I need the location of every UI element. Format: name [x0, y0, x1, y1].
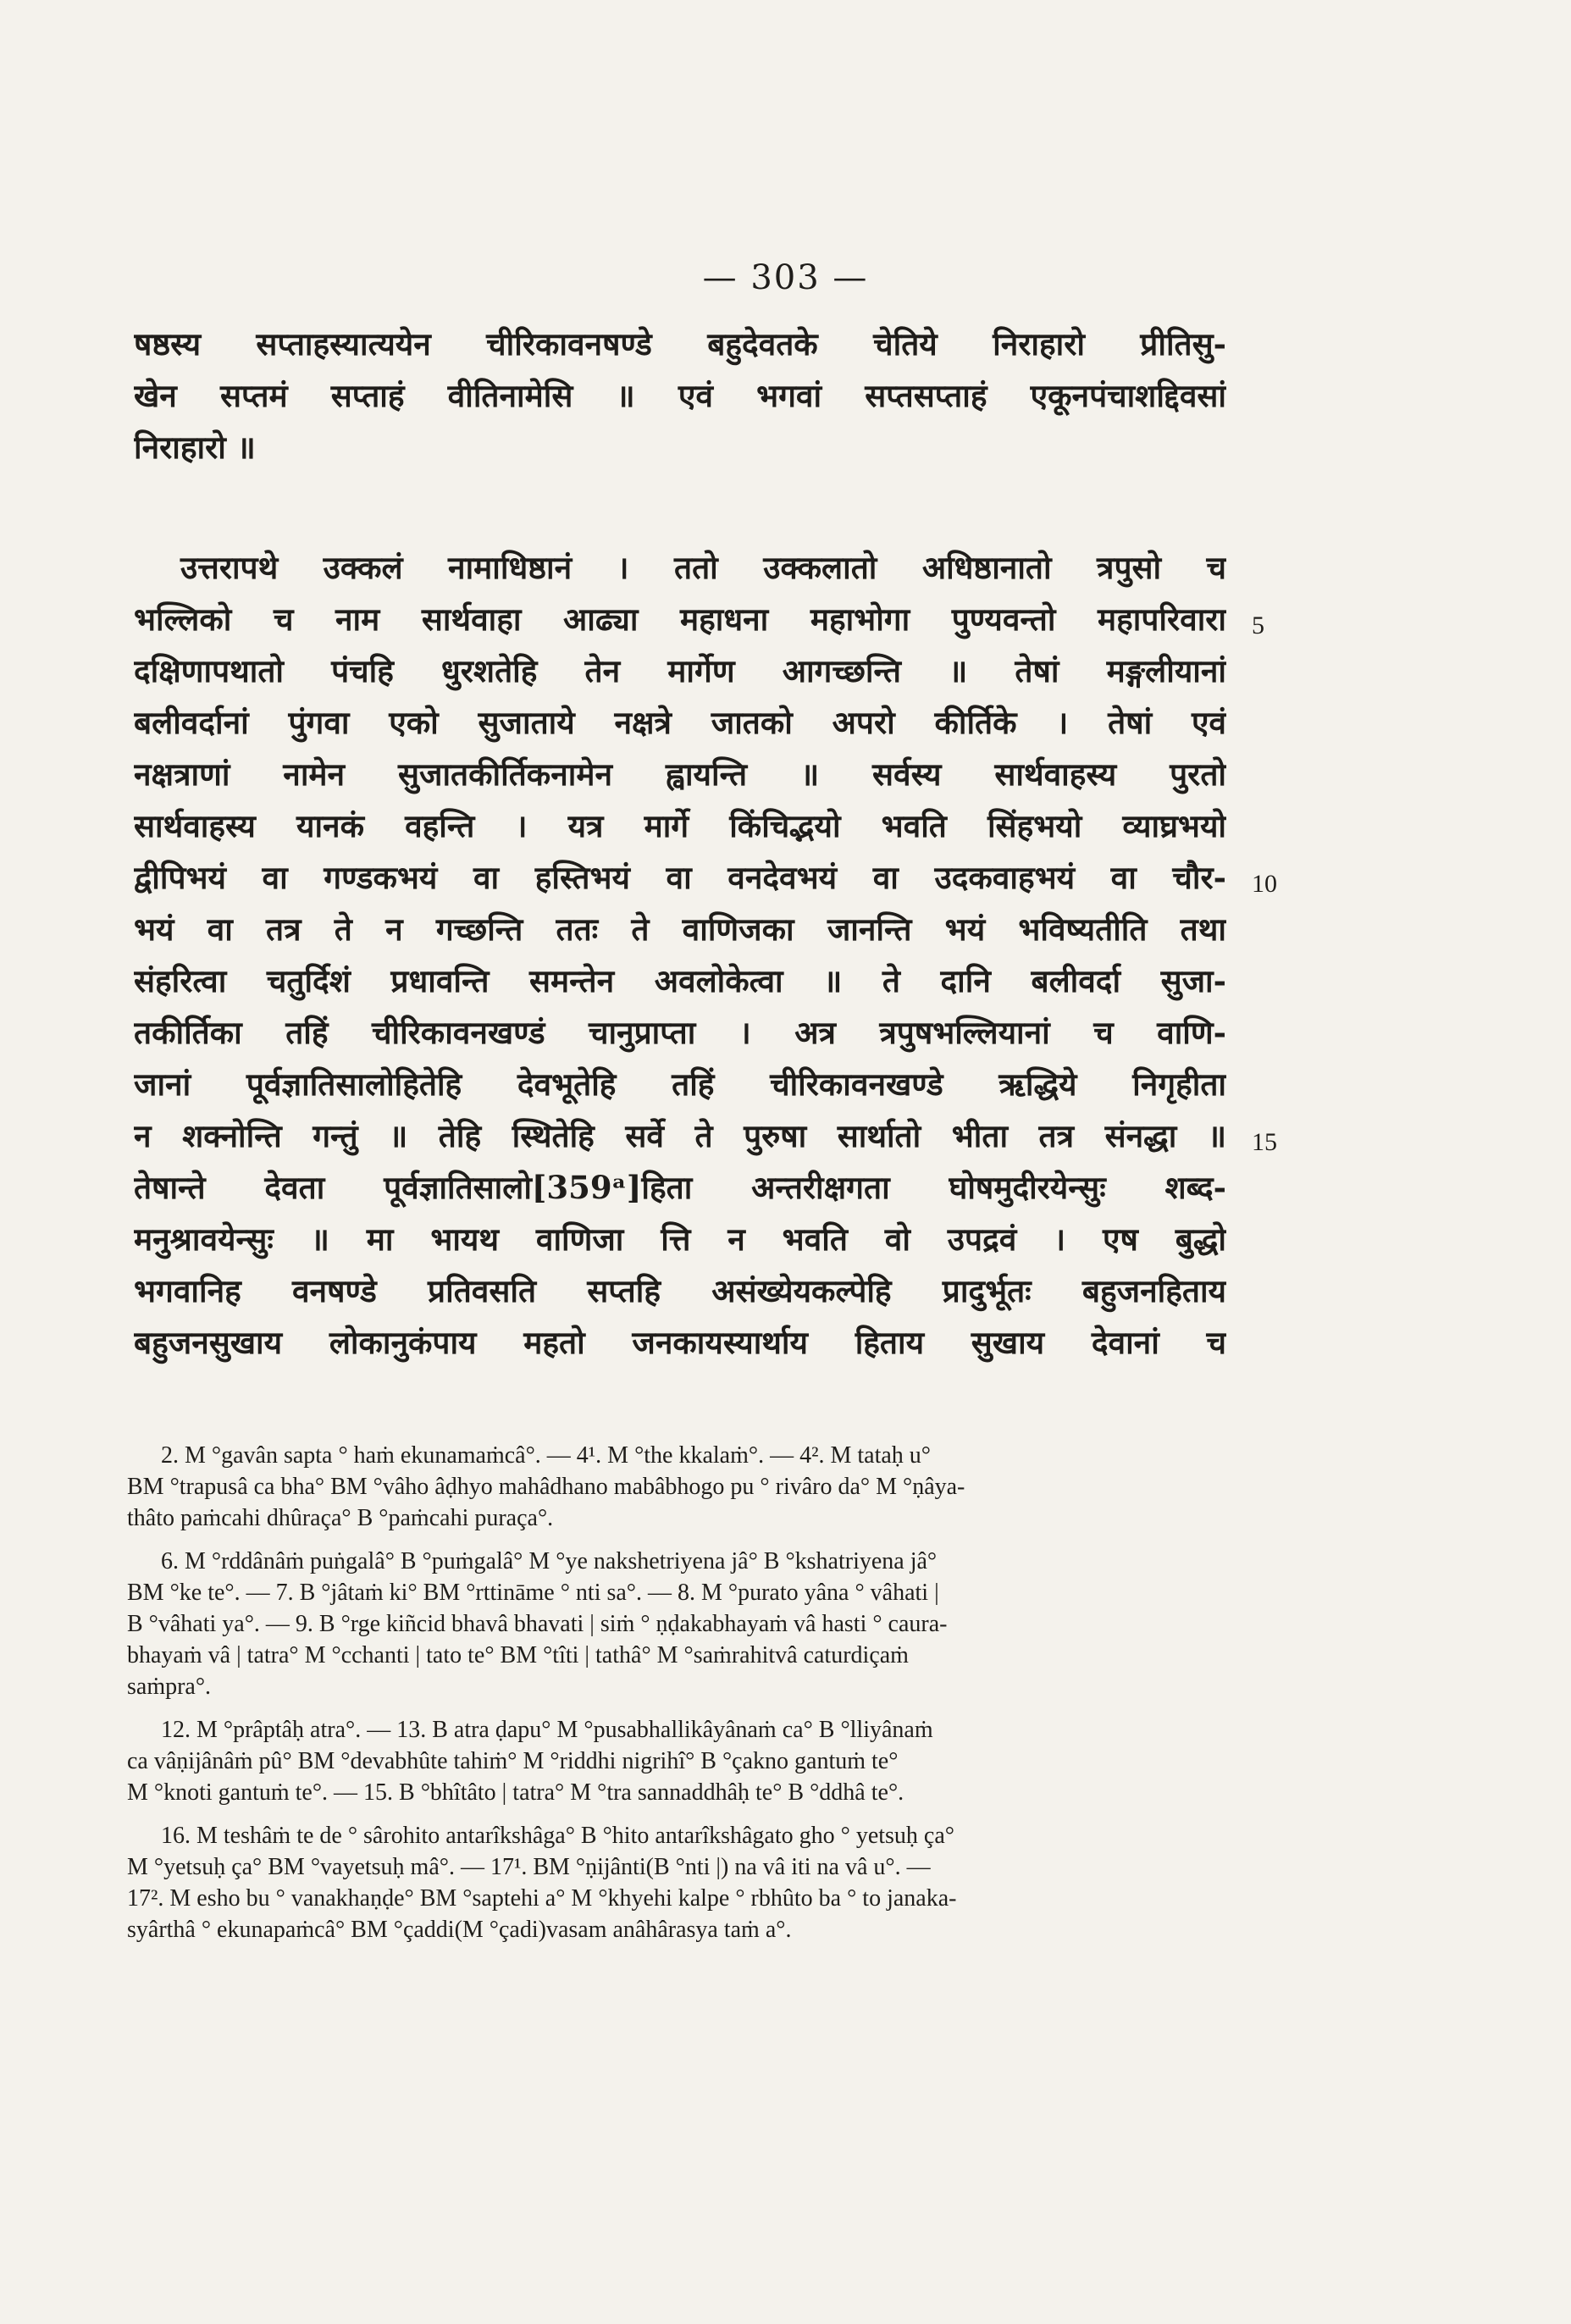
text-line: भयं वा तत्र ते न गच्छन्ति ततः ते वाणिजका जानन्ति भयं भविष्यतीति तथा — [134, 910, 1226, 948]
line-number-15: 15 — [1252, 1128, 1277, 1156]
first-paragraph — [134, 318, 1226, 473]
line-number-10: 10 — [1252, 870, 1277, 898]
footnote-line: M °yetsuḥ ça° BM °vayetsuḥ mâ°. — 17¹. BM °ṇijânti(B °nti |) na vâ iti na vâ u°. — — [127, 1854, 931, 1880]
text-line: द्वीपिभयं वा गण्डकभयं वा हस्तिभयं वा वनदेवभयं वा उदकवाहभयं वा चौर- — [134, 859, 1226, 896]
page-number: — 303 — — [702, 258, 869, 297]
footnote-line: thâto paṁcahi dhûraça° B °paṁcahi puraça°. — [127, 1505, 554, 1531]
footnote-line: syârthâ ° ekunapaṁcâ° BM °çaddi(M °çadi)vasam anâhârasya taṁ a°. — [127, 1917, 792, 1943]
footnote-line: ca vâṇijânâṁ pû° BM °devabhûte tahiṁ° M °riddhi nigrihî° B °çakno gantuṁ te° — [127, 1748, 899, 1774]
text-line: भगवानिह वनषण्डे प्रतिवसति सप्तहि असंख्येयकल्पेहि प्रादुर्भूतः बहुजनहिताय — [134, 1272, 1226, 1309]
text-line: नक्षत्राणां नामेन सुजातकीर्तिकनामेन ह्वायन्ति ॥ सर्वस्य सार्थवाहस्य पुरतो — [134, 755, 1226, 793]
text-line: बलीवर्दानां पुंगवा एको सुजाताये नक्षत्रे जातको अपरो कीर्तिके । तेषां एवं — [134, 704, 1226, 741]
footnote-line: BM °ke te°. — 7. B °jâtaṁ ki° BM °rttināme ° nti sa°. — 8. M °purato yâna ° vâhati | — [127, 1580, 939, 1606]
footnote-line: BM °trapusâ ca bha° BM °vâho âḍhyo mahâdhano mabâbhogo pu ° rivâro da° M °ṇâya- — [127, 1474, 965, 1500]
text-line: तकीर्तिका तहिं चीरिकावनखण्डं चानुप्राप्ता । अत्र त्रपुषभल्लियानां च वाणि- — [134, 1014, 1226, 1051]
text-line: षष्ठस्य सप्ताहस्यात्ययेन चीरिकावनषण्डे बहुदेवतके चेतिये निराहारो प्रीतिसु- — [134, 325, 1226, 362]
text-line: उत्तरापथे उक्कलं नामाधिष्ठानं । ततो उक्कलातो अधिष्ठानातो त्रपुसो च — [180, 549, 1226, 586]
footnote-line: B °vâhati ya°. — 9. B °rge kiñcid bhavâ bhavati | siṁ ° ṇḍakabhayaṁ vâ hasti ° caura- — [127, 1611, 948, 1637]
text-line: जानां पूर्वज्ञातिसालोहितेहि देवभूतेहि तहिं चीरिकावनखण्डे ऋद्धिये निगृहीता — [134, 1065, 1226, 1103]
footnote-line: 2. M °gavân sapta ° haṁ ekunamaṁcâ°. — 4¹. M °the kkalaṁ°. — 4². M tataḥ u° — [161, 1442, 931, 1469]
footnote-line: 16. M teshâṁ te de ° sârohito antarîkshâga° B °hito antarîkshâgato gho ° yetsuḥ ça° — [161, 1823, 954, 1849]
footnote-line: saṁpra°. — [127, 1674, 212, 1700]
text-line: बहुजनसुखाय लोकानुकंपाय महतो जनकायस्यार्थाय हिताय सुखाय देवानां च — [134, 1324, 1226, 1361]
text-line: तेषान्ते देवता पूर्वज्ञातिसालो[359ᵃ]हिता अन्तरीक्षगता घोषमुदीरयेन्सुः शब्द- — [134, 1169, 1226, 1206]
text-line: संहरित्वा चतुर्दिशं प्रधावन्ति समन्तेन अवलोकेत्वा ॥ ते दानि बलीवर्दा सुजा- — [134, 962, 1226, 999]
footnote-line: 17². M esho bu ° vanakhaṇḍe° BM °saptehi a° M °khyehi kalpe ° rbhûto ba ° to janaka- — [127, 1885, 957, 1912]
text-line: निराहारो ॥ — [134, 429, 256, 466]
text-line: खेन सप्तमं सप्ताहं वीतिनामेसि ॥ एवं भगवां सप्तसप्ताहं एकूनपंचाशद्दिवसां — [134, 377, 1226, 414]
footnote-line: M °knoti gantuṁ te°. — 15. B °bhîtâto | tatra° M °tra sannaddhâḥ te° B °ddhâ te°. — [127, 1779, 904, 1806]
second-paragraph — [134, 542, 1226, 1369]
text-line: दक्षिणापथातो पंचहि धुरशतेहि तेन मार्गेण आगच्छन्ति ॥ तेषां मङ्गलीयानां — [134, 652, 1226, 689]
footnotes — [127, 1440, 1236, 1945]
text-line: मनुश्रावयेन्सुः ॥ मा भायथ वाणिजा त्ति न भवति वो उपद्रवं । एष बुद्धो — [134, 1220, 1226, 1258]
line-number-5: 5 — [1252, 611, 1264, 639]
text-line: न शक्नोन्ति गन्तुं ॥ तेहि स्थितेहि सर्वे ते पुरुषा सार्थातो भीता तत्र संनद्धा ॥ — [134, 1117, 1226, 1154]
text-line: भल्लिको च नाम सार्थवाहा आढ्या महाधना महाभोगा पुण्यवन्तो महापरिवारा — [134, 600, 1226, 638]
text-line: सार्थवाहस्य यानकं वहन्ति । यत्र मार्गे किंचिद्भयो भवति सिंहभयो व्याघ्रभयो — [134, 807, 1226, 844]
footnote-line: 6. M °rddânâṁ puṅgalâ° B °puṁgalâ° M °ye nakshetriyena jâ° B °kshatriyena jâ° — [161, 1548, 938, 1574]
footnote-line: 12. M °prâptâḥ atra°. — 13. B atra ḍapu° M °pusabhallikâyânaṁ ca° B °lliyânaṁ — [161, 1717, 933, 1743]
footnote-line: bhayaṁ vâ | tatra° M °cchanti | tato te° BM °tîti | tathâ° M °saṁrahitvâ caturdiçaṁ — [127, 1642, 909, 1668]
